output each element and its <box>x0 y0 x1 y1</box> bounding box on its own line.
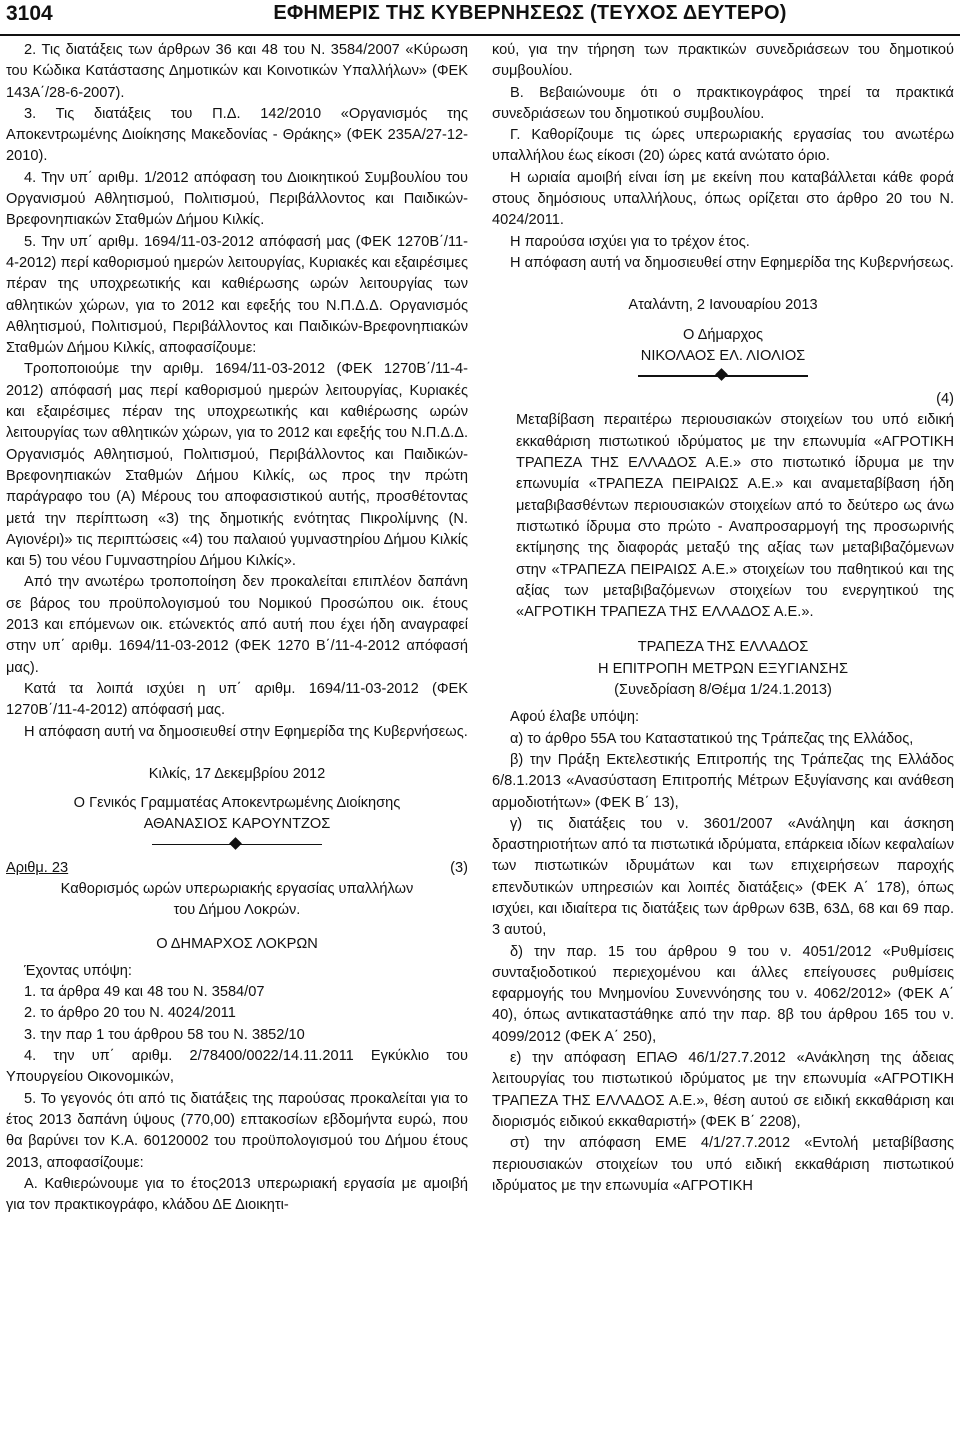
diamond-icon <box>715 368 728 381</box>
paragraph: Β. Βεβαιώνουμε ότι ο πρακτικογράφος τηρεί τα πρακτικά συνεδριάσεων του δημοτικού συμβουλίου. <box>492 84 954 122</box>
gazette-title: ΕΦΗΜΕΡΙΣ ΤΗΣ ΚΥΒΕΡΝΗΣΕΩΣ (ΤΕΥΧΟΣ ΔΕΥΤΕΡΟ) <box>273 2 787 24</box>
list-item: β) την Πράξη Εκτελεστικής Επιτροπής της Τράπεζας της Ελλάδος 6/8.1.2013 «Ανασύσταση Επιτροπής Μέτρων Εξυγίανσης και ανάθεση αρμοδιοτήτων» (ΦΕΚ Β΄ 13), <box>492 751 954 811</box>
list-item: ε) την απόφαση ΕΠΑΘ 46/1/27.7.2012 «Ανάκληση της άδειας λειτουργίας του πιστωτικού ιδρύματος με την επωνυμία «ΑΓΡΟΤΙΚΗ ΤΡΑΠΕΖΑ ΤΗΣ ΕΛΛΑΔΟΣ Α.Ε.», θέση αυτού σε ειδική εκκαθάριση και διορισμός ειδικού εκκαθαριστή» (ΦΕΚ Β΄ 2208), <box>492 1050 954 1130</box>
paragraph: Η απόφαση αυτή να δημοσιευθεί στην Εφημερίδα της Κυβερνήσεως. <box>24 723 468 740</box>
list-item: α) το άρθρο 55Α του Καταστατικού της Τράπεζας της Ελλάδος, <box>510 730 914 747</box>
paragraph: 3. Τις διατάξεις του Π.Δ. 142/2010 «Οργανισμός της Αποκεντρωμένης Διοίκησης Μακεδονίας - Θράκης» (ΦΕΚ 235Α/27-12-2010). <box>6 105 468 165</box>
section-divider <box>638 369 808 383</box>
left-column <box>6 40 468 1216</box>
list-item: 3. την παρ 1 του άρθρου 58 του Ν. 3852/10 <box>24 1026 305 1043</box>
paragraph: Τροποποιούμε την αριθμ. 1694/11-03-2012 (ΦΕΚ 1270Β΄/11-4-2012) απόφασή μας περί καθορισμού ημερών λειτουργίας, Κυριακές και εξαιρέσιμες πέραν της υποχρεωτικής και καθιέρωσης ωρών λειτουργίας των αθλητικών χώρων, για το 2012 και εφεξής του Ν.Π.Δ.Δ. Οργανισμός Αθλητισμού, Πολιτισμού, Περιβάλλοντος και Παιδικών-Βρεφονηπιακών Σταθμών Δήμου Κιλκίς, ως προς την πρώτη παράγραφο του (Α) Μέρους του αποφασιστικού αυτής, προσθέτοντας μετά την περίπτωση «3) της δημοτικής ενότητας Πικρολίμνης (Ν. Αγιονέρι)» τις περιπτώσεις «4) του παλαιού γυμναστηρίου Δήμου Κιλκίς και 5) του νέου Γυμναστηρίου Δήμου Κιλκίς». <box>6 361 468 570</box>
paragraph: 2. Τις διατάξεις των άρθρων 36 και 48 του Ν. 3584/2007 «Κύρωση του Κώδικα Κατάστασης Δημοτικών και Κοινοτικών Υπαλλήλων» (ΦΕΚ 143Α΄/28-6-2007). <box>6 42 468 101</box>
section-divider <box>152 838 322 852</box>
list-item: 1. τα άρθρα 49 και 48 του Ν. 3584/07 <box>24 984 265 1001</box>
paragraph: Κατά τα λοιπά ισχύει η υπ΄ αριθμ. 1694/11-03-2012 (ΦΕΚ 1270Β΄/11-4-2012) απόφασή μας. <box>6 680 468 719</box>
paragraph: Η παρούσα ισχύει για το τρέχον έτος. <box>510 233 750 250</box>
list-item: στ) την απόφαση ΕΜΕ 4/1/27.7.2012 «Εντολή μεταβίβασης περιουσιακών στοιχείων του υπό ειδική εκκαθάριση πιστωτικού ιδρύματος με την επωνυμία «ΑΓΡΟΤΙΚΗ <box>492 1135 954 1194</box>
list-item: δ) την παρ. 15 του άρθρου 9 του ν. 4051/2012 «Ρυθμίσεις συνταξιοδοτικού περιεχομένου και άλλες επείγουσες ρυθμίσεις εφαρμογής του Μνημονίου Συνεννόησης του ν. 4062/2012» (ΦΕΚ Α΄ 40), όπως αντικαταστάθηκε από την παρ. 8β του άρθρου 165 του ν. 4099/2012 (ΦΕΚ Α΄ 250), <box>492 943 954 1045</box>
paragraph: Α. Καθιερώνουμε για το έτος2013 υπερωριακή εργασία με αμοιβή για τον πρακτικογράφο, κλάδου ΔΕ Διοικητι- <box>6 1175 468 1214</box>
decision-number: (4) <box>936 391 954 408</box>
page-header <box>0 0 960 36</box>
diamond-icon <box>229 837 242 850</box>
decision-number: (3) <box>450 859 468 876</box>
paragraph: κού, για την τήρηση των πρακτικών συνεδριάσεων του δημοτικού συμβουλίου. <box>492 42 954 80</box>
bank-name: ΤΡΑΠΕΖΑ ΤΗΣ ΕΛΛΑΔΟΣ <box>637 639 809 656</box>
paragraph: Η απόφαση αυτή να δημοσιευθεί στην Εφημερίδα της Κυβερνήσεως. <box>510 254 954 271</box>
paragraph: Γ. Καθορίζουμε τις ώρες υπερωριακής εργασίας του ανωτέρω υπαλλήλου έως είκοσι (20) ώρες κατά ανώτατο όριο. <box>492 127 954 165</box>
paragraph: 5. Το γεγονός ότι από τις διατάξεις της παρούσας προκαλείται για το έτος 2013 δαπάνη ύψους (770,00) επτακοσίων εβδομήντα ευρώ, που θα βαρύνει τον Κ.Α. 60120002 του προϋπολογισμού του Δήμου έτους 2013, αποφασίζουμε: <box>6 1090 468 1171</box>
place-date: Αταλάντη, 2 Ιανουαρίου 2013 <box>628 297 818 314</box>
having-considered: Αφού έλαβε υπόψη: <box>510 709 640 726</box>
having-considered: Έχοντας υπόψη: <box>24 962 132 979</box>
signer-role: Ο Δήμαρχος <box>682 326 764 343</box>
place-date: Κιλκίς, 17 Δεκεμβρίου 2012 <box>148 765 326 782</box>
right-column <box>492 40 954 1197</box>
paragraph: 4. Την υπ΄ αριθμ. 1/2012 απόφαση του Διοικητικού Συμβουλίου του Οργανισμού Αθλητισμού, Πολιτισμού, Περιβάλλοντος και Παιδικών-Βρεφονηπιακών Σταθμών Δήμου Κιλκίς. <box>6 169 468 229</box>
list-item: γ) τις διατάξεις του ν. 3601/2007 «Ανάληψη και άσκηση δραστηριοτήτων από τα πιστωτικά ιδρύματα, επάρκεια ιδίων κεφαλαίων των πιστωτικών ιδρυμάτων και των επιχειρήσεων παροχής επενδυτικών υπηρεσιών και λοιπές διατάξεις» (ΦΕΚ Α΄ 178), όπως ισχύει, και ιδιαίτερα τις διατάξεις των άρθρων 63Β, 63Δ, 68 και 69 παρ. 3 αυτού, <box>492 815 954 939</box>
decision-label: Αριθμ. 23 <box>6 859 69 876</box>
signer-name: ΝΙΚΟΛΑΟΣ ΕΛ. ΛΙΟΛΙΟΣ <box>640 347 806 364</box>
signer-name: ΑΘΑΝΑΣΙΟΣ ΚΑΡΟΥΝΤΖΟΣ <box>143 816 331 833</box>
committee-name: Η ΕΠΙΤΡΟΠΗ ΜΕΤΡΩΝ ΕΞΥΓΙΑΝΣΗΣ <box>598 660 848 677</box>
header-rule <box>0 34 960 36</box>
paragraph: Η ωριαία αμοιβή είναι ίση με εκείνη που καταβάλλεται κάθε φορά στους δημόσιους υπαλλήλους, όπως ορίζεται στο άρθρο 20 του Ν. 4024/2011. <box>492 169 954 229</box>
session-info: (Συνεδρίαση 8/Θέμα 1/24.1.2013) <box>614 682 832 699</box>
paragraph: Από την ανωτέρω τροποποίηση δεν προκαλείται επιπλέον δαπάνη σε βάρος του προϋπολογισμού του Νομικού Προσώπου οικ. έτους 2013 και επόμενων οικ. ετώνεκτός από αυτή που έχει ήδη αναγραφεί στην υπ΄ αριθμ. 1694/11-03-2012 (ΦΕΚ 1270 Β΄/11-4-2012 απόφασή μας). <box>6 574 468 676</box>
page-number: 3104 <box>6 2 53 25</box>
list-item: 2. το άρθρο 20 του Ν. 4024/2011 <box>24 1005 236 1022</box>
paragraph: 5. Την υπ΄ αριθμ. 1694/11-03-2012 απόφασή μας (ΦΕΚ 1270Β΄/11-4-2012) περί καθορισμού ημερών λειτουργίας, Κυριακές και εξαιρέσιμες πέραν της υποχρεωτικής και καθιέρωσης ωρών λειτουργίας των αθλητικών χώρων, για το 2012 και εφεξής του Ν.Π.Δ.Δ. Οργανισμός Αθλητισμού, Πολιτισμού, Περιβάλλοντος και Παιδικών-Βρεφονηπιακών Σταθμών Δήμου Κιλκίς, αποφασίζουμε: <box>6 233 468 357</box>
decision-title: Καθορισμός ωρών υπερωριακής εργασίας υπαλλήλων του Δήμου Λοκρών. <box>60 880 414 919</box>
signer-role: Ο Γενικός Γραμματέας Αποκεντρωμένης Διοίκησης <box>73 795 401 812</box>
decision-title: Μεταβίβαση περαιτέρω περιουσιακών στοιχείων του υπό ειδική εκκαθάριση πιστωτικού ιδρύματος με την επωνυμία «ΑΓΡΟΤΙΚΗ ΤΡΑΠΕΖΑ ΤΗΣ ΕΛΛΑΔΟΣ Α.Ε.» στο πιστωτικό ίδρυμα με την επωνυμία «ΤΡΑΠΕΖΑ ΠΕΙΡΑΙΩΣ Α.Ε.» και αναμεταβίβαση ήδη μεταβιβασθέντων περιουσιακών στοιχείων από το δεύτερο ως άνω πιστωτικό ίδρυμα στο πρώτο - Αναπροσαρμογή της προσωρινής εκτίμησης της διαφοράς μεταξύ της αξίας των μεταβιβαζόμενων στην «ΤΡΑΠΕΖΑ ΠΕΙΡΑΙΩΣ Α.Ε.» στοιχείων του παθητικού και της αξίας των μεταβιβαζόμενων στοιχείων του ενεργητικού της «ΑΓΡΟΤΙΚΗ ΤΡΑΠΕΖΑ ΤΗΣ ΕΛΛΑΔΟΣ Α.Ε.». <box>516 412 954 621</box>
list-item: 4. την υπ΄ αριθμ. 2/78400/0022/14.11.2011 Εγκύκλιο του Υπουργείου Οικονομικών, <box>6 1048 468 1086</box>
authority: Ο ΔΗΜΑΡΧΟΣ ΛΟΚΡΩΝ <box>156 935 318 952</box>
